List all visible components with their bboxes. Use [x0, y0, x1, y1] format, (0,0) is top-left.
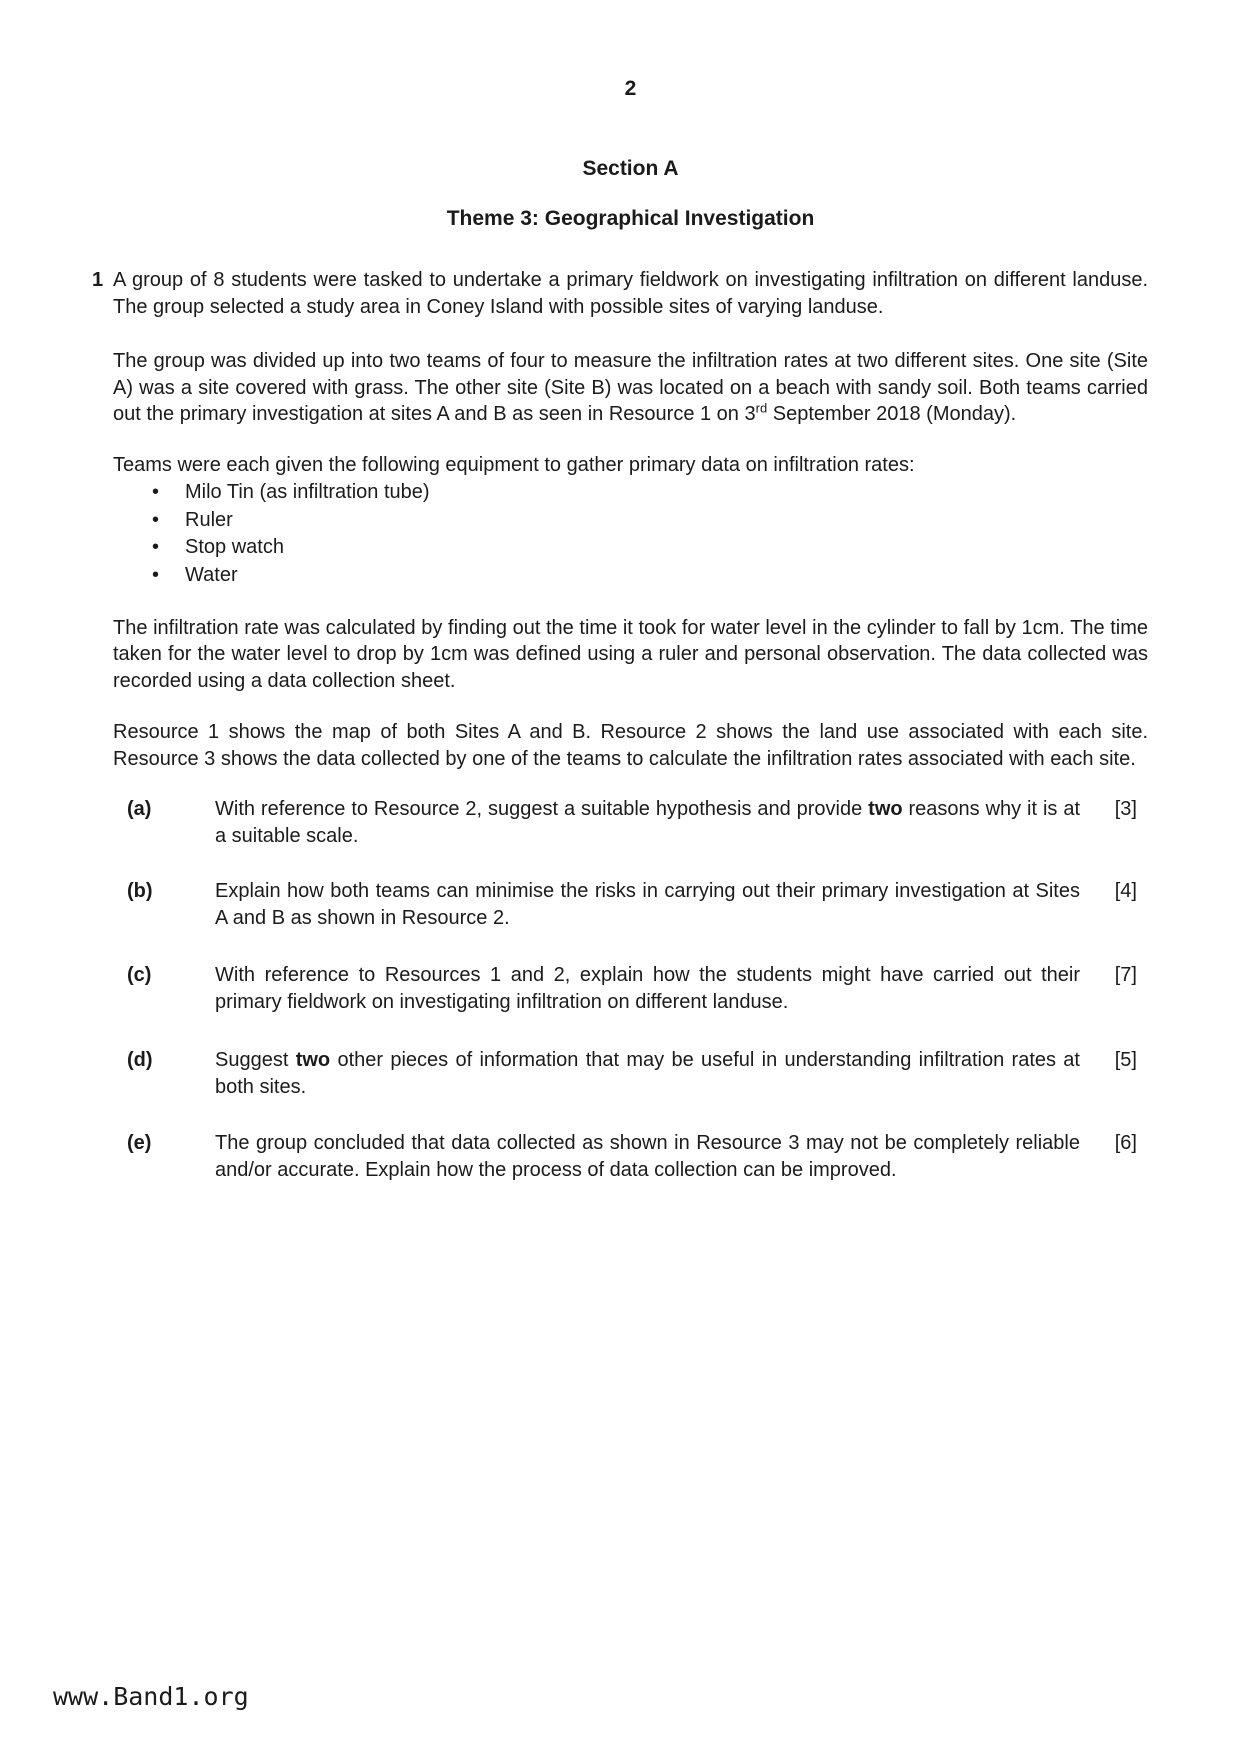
paragraph-text: A group of 8 students were tasked to undertake a primary fieldwork on investigating infiltration on different landuse. The group selected a study area in Coney Island with possible sites of varying landuse.	[113, 269, 1148, 318]
subquestion-label: (b)	[127, 880, 153, 903]
subquestion-label: (d)	[127, 1049, 153, 1072]
subquestion-row-a	[113, 796, 1148, 849]
ordinal-superscript: rd	[755, 400, 768, 416]
bullet-icon: •	[152, 564, 160, 587]
marks-badge: [3]	[1114, 798, 1137, 821]
subquestion-text	[215, 1047, 1080, 1100]
paragraph-text: The group was divided up into two teams of four to measure the infiltration rates at two different sites. One site (Site A) was a site covered with grass. The other site (Site B) was located on a beach with sandy soil. Both teams carried out the primary investigation at sites A and B as seen in Resource 1 on 3	[113, 350, 1148, 425]
subquestion-text-segment: With reference to Resources 1 and 2, explain how the students might have carried out their primary fieldwork on investigating infiltration on different landuse.	[215, 964, 1080, 1013]
subquestion-text	[215, 962, 1080, 1015]
bullet-icon: •	[152, 481, 160, 503]
bullet-icon: •	[152, 508, 160, 531]
subquestion-bold-segment: two	[868, 798, 903, 821]
subquestion-row-d	[113, 1047, 1148, 1100]
section-heading: Section A	[582, 157, 679, 180]
subquestion-label: (c)	[127, 964, 152, 987]
paragraph-text: September 2018 (Monday).	[767, 403, 1017, 425]
subquestion-row-b	[113, 878, 1148, 931]
footer-url: www.Band1.org	[53, 1682, 249, 1711]
subquestion-text-segment: With reference to Resource 2, suggest a suitable hypothesis and provide	[215, 798, 869, 821]
subquestion-label: (e)	[127, 1132, 152, 1155]
equipment-list	[113, 479, 1148, 589]
list-item	[113, 562, 1148, 589]
subquestion-text	[215, 878, 1080, 931]
subquestion-text-segment: other pieces of information that may be useful in understanding infiltration rates at both sites.	[215, 1049, 1080, 1098]
subquestion-row-c	[113, 962, 1148, 1015]
list-item	[113, 534, 1148, 561]
subquestion-bold-segment: two	[295, 1049, 331, 1072]
question-intro-paragraph-2	[113, 348, 1148, 428]
question-intro-paragraph-1	[92, 267, 1148, 320]
subquestion-text-segment: The group concluded that data collected as shown in Resource 3 may not be completely reliable and/or accurate. Explain how the process of data collection can be improved.	[215, 1132, 1080, 1181]
subquestion-text	[215, 796, 1080, 849]
equipment-intro-paragraph: Teams were each given the following equipment to gather primary data on infiltration rates:	[113, 453, 915, 476]
equipment-item-label: Stop watch	[185, 536, 284, 559]
subquestion-text-segment: Suggest	[215, 1049, 296, 1072]
bullet-icon: •	[152, 536, 160, 559]
theme-heading: Theme 3: Geographical Investigation	[446, 207, 815, 230]
list-item	[113, 479, 1148, 506]
marks-badge: [5]	[1114, 1049, 1137, 1072]
subquestion-row-e	[113, 1130, 1148, 1183]
page-content	[92, 0, 1148, 1183]
page-number: 2	[624, 77, 637, 100]
subquestion-label: (a)	[127, 798, 152, 821]
question-intro-paragraph-4: The infiltration rate was calculated by finding out the time it took for water level in the cylinder to fall by 1cm. The time taken for the water level to drop by 1cm was defined using a ruler and personal observation. The data collected was recorded using a data collection sheet.	[113, 616, 1148, 692]
marks-badge: [6]	[1114, 1132, 1137, 1155]
subquestion-text-segment: reasons why it is at a suitable scale.	[215, 798, 1081, 847]
question-intro-paragraph-5: Resource 1 shows the map of both Sites A and B. Resource 2 shows the land use associated with each site. Resource 3 shows the data collected by one of the teams to calculate the infiltration rates associated with each site.	[113, 721, 1148, 770]
marks-badge: [4]	[1114, 880, 1137, 903]
equipment-item-label: Water	[185, 564, 238, 587]
list-item	[113, 507, 1148, 534]
subquestion-text	[215, 1130, 1080, 1183]
equipment-item-label: Milo Tin (as infiltration tube)	[185, 481, 430, 503]
marks-badge: [7]	[1114, 964, 1137, 987]
equipment-item-label: Ruler	[185, 508, 233, 531]
subquestion-text-segment: Explain how both teams can minimise the risks in carrying out their primary investigation at Sites A and B as shown in Resource 2.	[215, 880, 1080, 929]
question-number: 1	[92, 269, 104, 291]
